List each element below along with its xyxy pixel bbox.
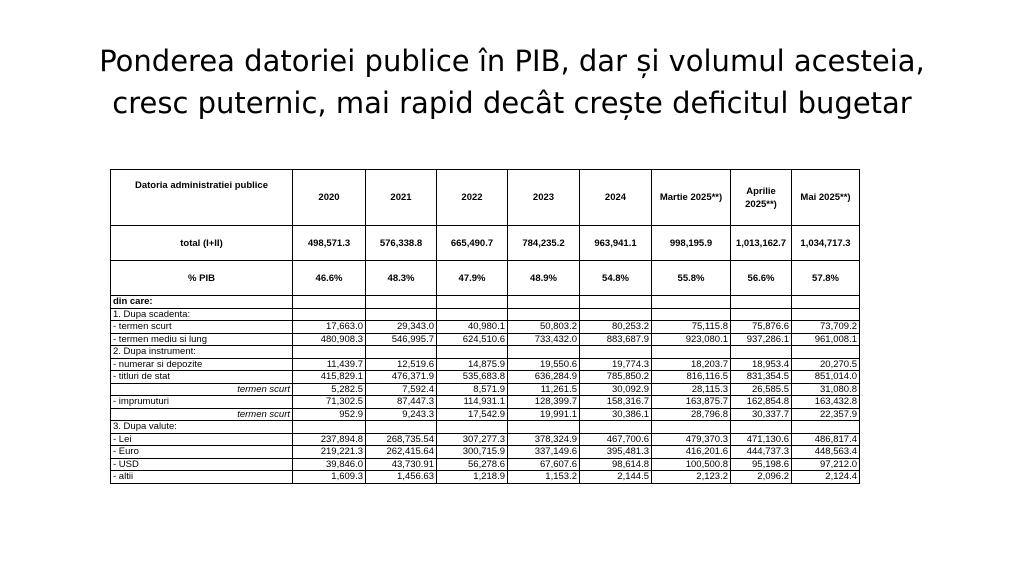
- table-cell: 114,931.1: [437, 396, 508, 409]
- pib-label: % PIB: [111, 261, 293, 296]
- table-cell: 19,991.1: [508, 408, 580, 421]
- column-header: 2021: [366, 170, 437, 226]
- table-cell: 48.9%: [508, 261, 580, 296]
- table-cell: [508, 308, 580, 321]
- table-cell: 73,709.2: [792, 321, 860, 334]
- table-row: [111, 296, 860, 309]
- table-cell: 11,439.7: [293, 358, 366, 371]
- table-cell: 158,316.7: [580, 396, 652, 409]
- table-cell: 1,013,162.7: [731, 226, 792, 261]
- column-header: Martie 2025**): [652, 170, 731, 226]
- table-cell: 39,846.0: [293, 458, 366, 471]
- table-cell: 14,875.9: [437, 358, 508, 371]
- column-header: Mai 2025**): [792, 170, 860, 226]
- table-row: [111, 371, 860, 384]
- table-cell: 11,261.5: [508, 383, 580, 396]
- table-cell: 476,371.9: [366, 371, 437, 384]
- table-cell: [652, 308, 731, 321]
- table-cell: 22,357.9: [792, 408, 860, 421]
- table-cell: 30,337.7: [731, 408, 792, 421]
- table-cell: 479,370.3: [652, 433, 731, 446]
- table-cell: 378,324.9: [508, 433, 580, 446]
- table-cell: 163,875.7: [652, 396, 731, 409]
- table-cell: [792, 308, 860, 321]
- table-cell: 31,080.8: [792, 383, 860, 396]
- table-cell: 29,343.0: [366, 321, 437, 334]
- row-label: - imprumuturi: [111, 396, 293, 409]
- table-cell: [580, 296, 652, 309]
- table-cell: 733,432.0: [508, 333, 580, 346]
- row-label: 2. Dupa instrument:: [111, 346, 293, 359]
- table-cell: 486,817.4: [792, 433, 860, 446]
- table-cell: 395,481.3: [580, 446, 652, 459]
- row-label: - titluri de stat: [111, 371, 293, 384]
- table-cell: 30,386.1: [580, 408, 652, 421]
- table-cell: 1,218.9: [437, 471, 508, 484]
- table-cell: 535,683.8: [437, 371, 508, 384]
- corner-header: Datoria administratiei publice: [111, 170, 293, 226]
- table-cell: [437, 296, 508, 309]
- table-cell: 71,302.5: [293, 396, 366, 409]
- table-cell: 30,092.9: [580, 383, 652, 396]
- table-cell: 923,080.1: [652, 333, 731, 346]
- table-cell: 851,014.0: [792, 371, 860, 384]
- table-cell: 467,700.6: [580, 433, 652, 446]
- table-cell: [366, 308, 437, 321]
- table-row: [111, 446, 860, 459]
- table-cell: 17,663.0: [293, 321, 366, 334]
- table-cell: 952.9: [293, 408, 366, 421]
- table-cell: 268,735.54: [366, 433, 437, 446]
- table-cell: [652, 421, 731, 434]
- table-cell: 784,235.2: [508, 226, 580, 261]
- row-label: din care:: [111, 296, 293, 309]
- table-cell: [731, 346, 792, 359]
- table-cell: 19,550.6: [508, 358, 580, 371]
- table-cell: 1,034,717.3: [792, 226, 860, 261]
- table-cell: 162,854.8: [731, 396, 792, 409]
- table-cell: 546,995.7: [366, 333, 437, 346]
- table-cell: 262,415.64: [366, 446, 437, 459]
- header-row: [111, 170, 860, 226]
- row-label: - Euro: [111, 446, 293, 459]
- table-cell: 816,116.5: [652, 371, 731, 384]
- table-cell: 48.3%: [366, 261, 437, 296]
- table-cell: 448,563.4: [792, 446, 860, 459]
- table-cell: 7,592.4: [366, 383, 437, 396]
- table-cell: 337,149.6: [508, 446, 580, 459]
- column-header: Aprilie 2025**): [731, 170, 792, 226]
- table-cell: 415,829.1: [293, 371, 366, 384]
- table-cell: [792, 421, 860, 434]
- column-header: 2022: [437, 170, 508, 226]
- total-row: [111, 226, 860, 261]
- table-cell: 54.8%: [580, 261, 652, 296]
- table-cell: 2,144.5: [580, 471, 652, 484]
- table-row: [111, 458, 860, 471]
- table-cell: 998,195.9: [652, 226, 731, 261]
- table-cell: 26,585.5: [731, 383, 792, 396]
- table-cell: 480,908.3: [293, 333, 366, 346]
- table-cell: 128,399.7: [508, 396, 580, 409]
- table-cell: 2,123.2: [652, 471, 731, 484]
- table-cell: 40,980.1: [437, 321, 508, 334]
- table-row: [111, 433, 860, 446]
- table-cell: 1,609.3: [293, 471, 366, 484]
- column-header: 2024: [580, 170, 652, 226]
- table-cell: 80,253.2: [580, 321, 652, 334]
- table-cell: 5,282.5: [293, 383, 366, 396]
- table-cell: 18,203.7: [652, 358, 731, 371]
- table-cell: 87,447.3: [366, 396, 437, 409]
- table-row: [111, 358, 860, 371]
- table-body: [111, 226, 860, 484]
- table-cell: [366, 346, 437, 359]
- debt-table-container: [110, 169, 860, 484]
- table-cell: 961,008.1: [792, 333, 860, 346]
- table-cell: 75,876.6: [731, 321, 792, 334]
- table-cell: [731, 421, 792, 434]
- table-cell: [437, 346, 508, 359]
- table-cell: 18,953.4: [731, 358, 792, 371]
- table-cell: 307,277.3: [437, 433, 508, 446]
- table-cell: 963,941.1: [580, 226, 652, 261]
- table-cell: [293, 421, 366, 434]
- table-cell: [293, 296, 366, 309]
- table-cell: [508, 296, 580, 309]
- table-cell: [792, 346, 860, 359]
- table-cell: 300,715.9: [437, 446, 508, 459]
- table-row: [111, 346, 860, 359]
- table-cell: 416,201.6: [652, 446, 731, 459]
- table-cell: 624,510.6: [437, 333, 508, 346]
- table-cell: [652, 296, 731, 309]
- title-line-1: Ponderea datoriei publice în PIB, dar și volumul acesteia,: [99, 44, 925, 78]
- table-row: [111, 471, 860, 484]
- table-row: [111, 333, 860, 346]
- table-cell: [731, 308, 792, 321]
- table-cell: 1,153.2: [508, 471, 580, 484]
- table-row: [111, 421, 860, 434]
- table-cell: 98,614.8: [580, 458, 652, 471]
- table-row: [111, 408, 860, 421]
- table-cell: [580, 346, 652, 359]
- table-cell: 12,519.6: [366, 358, 437, 371]
- slide-title: [0, 40, 1024, 124]
- row-label: - termen scurt: [111, 321, 293, 334]
- table-cell: 19,774.3: [580, 358, 652, 371]
- table-cell: 163,432.8: [792, 396, 860, 409]
- table-cell: [293, 308, 366, 321]
- table-cell: [366, 296, 437, 309]
- table-cell: 9,243.3: [366, 408, 437, 421]
- table-cell: 57.8%: [792, 261, 860, 296]
- table-row: [111, 396, 860, 409]
- public-debt-table: [110, 169, 860, 484]
- row-label: - termen mediu si lung: [111, 333, 293, 346]
- table-cell: [731, 296, 792, 309]
- table-cell: 8,571.9: [437, 383, 508, 396]
- table-cell: 636,284.9: [508, 371, 580, 384]
- table-row: [111, 383, 860, 396]
- row-label: - altii: [111, 471, 293, 484]
- table-cell: 576,338.8: [366, 226, 437, 261]
- table-cell: 46.6%: [293, 261, 366, 296]
- table-cell: [580, 421, 652, 434]
- table-cell: 444,737.3: [731, 446, 792, 459]
- table-cell: 43,730.91: [366, 458, 437, 471]
- column-header: 2020: [293, 170, 366, 226]
- table-cell: [652, 346, 731, 359]
- pib-row: [111, 261, 860, 296]
- table-cell: 56,278.6: [437, 458, 508, 471]
- table-cell: 665,490.7: [437, 226, 508, 261]
- table-cell: [437, 421, 508, 434]
- table-cell: 28,796.8: [652, 408, 731, 421]
- table-row: [111, 321, 860, 334]
- row-label: 1. Dupa scadenta:: [111, 308, 293, 321]
- title-line-2: cresc puternic, mai rapid decât crește deficitul bugetar: [112, 86, 912, 120]
- table-cell: 20,270.5: [792, 358, 860, 371]
- table-cell: 67,607.6: [508, 458, 580, 471]
- table-cell: 831,354.5: [731, 371, 792, 384]
- table-cell: [293, 346, 366, 359]
- row-label: - numerar si depozite: [111, 358, 293, 371]
- table-cell: 100,500.8: [652, 458, 731, 471]
- row-label: termen scurt: [111, 383, 293, 396]
- table-cell: 75,115.8: [652, 321, 731, 334]
- table-cell: [437, 308, 508, 321]
- table-cell: [508, 346, 580, 359]
- total-label: total (I+II): [111, 226, 293, 261]
- row-label: - Lei: [111, 433, 293, 446]
- table-cell: 498,571.3: [293, 226, 366, 261]
- table-cell: 883,687.9: [580, 333, 652, 346]
- table-cell: [508, 421, 580, 434]
- table-cell: 937,286.1: [731, 333, 792, 346]
- table-cell: 2,096.2: [731, 471, 792, 484]
- table-cell: 237,894.8: [293, 433, 366, 446]
- row-label: 3. Dupa valute:: [111, 421, 293, 434]
- table-cell: 785,850.2: [580, 371, 652, 384]
- table-cell: [580, 308, 652, 321]
- table-cell: [366, 421, 437, 434]
- table-cell: 55.8%: [652, 261, 731, 296]
- row-label: termen scurt: [111, 408, 293, 421]
- table-cell: 219,221.3: [293, 446, 366, 459]
- row-label: - USD: [111, 458, 293, 471]
- table-cell: 47.9%: [437, 261, 508, 296]
- table-cell: 50,803.2: [508, 321, 580, 334]
- table-cell: 95,198.6: [731, 458, 792, 471]
- table-cell: 471,130.6: [731, 433, 792, 446]
- table-cell: [792, 296, 860, 309]
- table-cell: 56.6%: [731, 261, 792, 296]
- table-cell: 1,456.63: [366, 471, 437, 484]
- table-cell: 28,115.3: [652, 383, 731, 396]
- column-header: 2023: [508, 170, 580, 226]
- table-cell: 17,542.9: [437, 408, 508, 421]
- table-cell: 2,124.4: [792, 471, 860, 484]
- table-cell: 97,212.0: [792, 458, 860, 471]
- table-row: [111, 308, 860, 321]
